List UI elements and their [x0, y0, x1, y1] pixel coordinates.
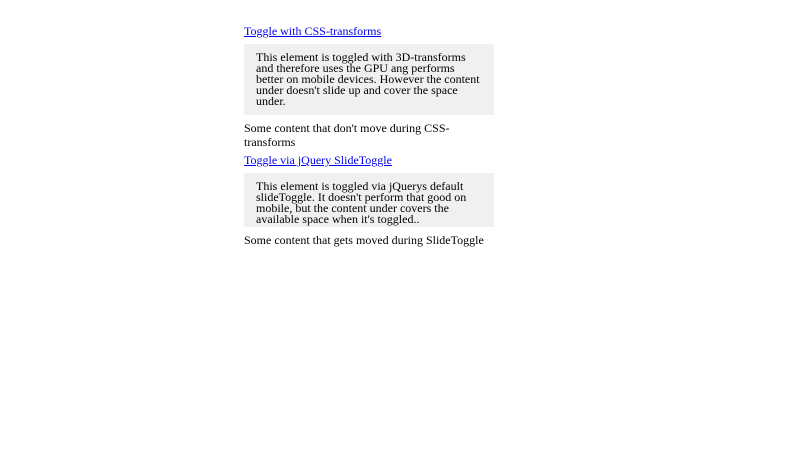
css-transform-note: Some content that don't move during CSS-transforms [244, 121, 450, 149]
jquery-slidetoggle-note: Some content that gets moved during SlideToggle [244, 233, 484, 247]
css-transform-panel-text: This element is toggled with 3D-transforms and therefore uses the GPU ang performs better on mobile devices. However the content under doesn't slide up and cover the space under. [256, 50, 480, 108]
content-wrapper [244, 24, 494, 247]
jquery-slidetoggle-panel [244, 173, 494, 227]
toggle-jquery-slidetoggle-link[interactable]: Toggle via jQuery SlideToggle [244, 153, 392, 167]
css-transform-panel [244, 44, 494, 115]
jquery-slidetoggle-panel-text: This element is toggled via jQuerys default slideToggle. It doesn't perform that good on mobile, but the content under covers the available space when it's toggled.. [256, 179, 467, 226]
toggle-css-transforms-link[interactable]: Toggle with CSS-transforms [244, 24, 382, 38]
